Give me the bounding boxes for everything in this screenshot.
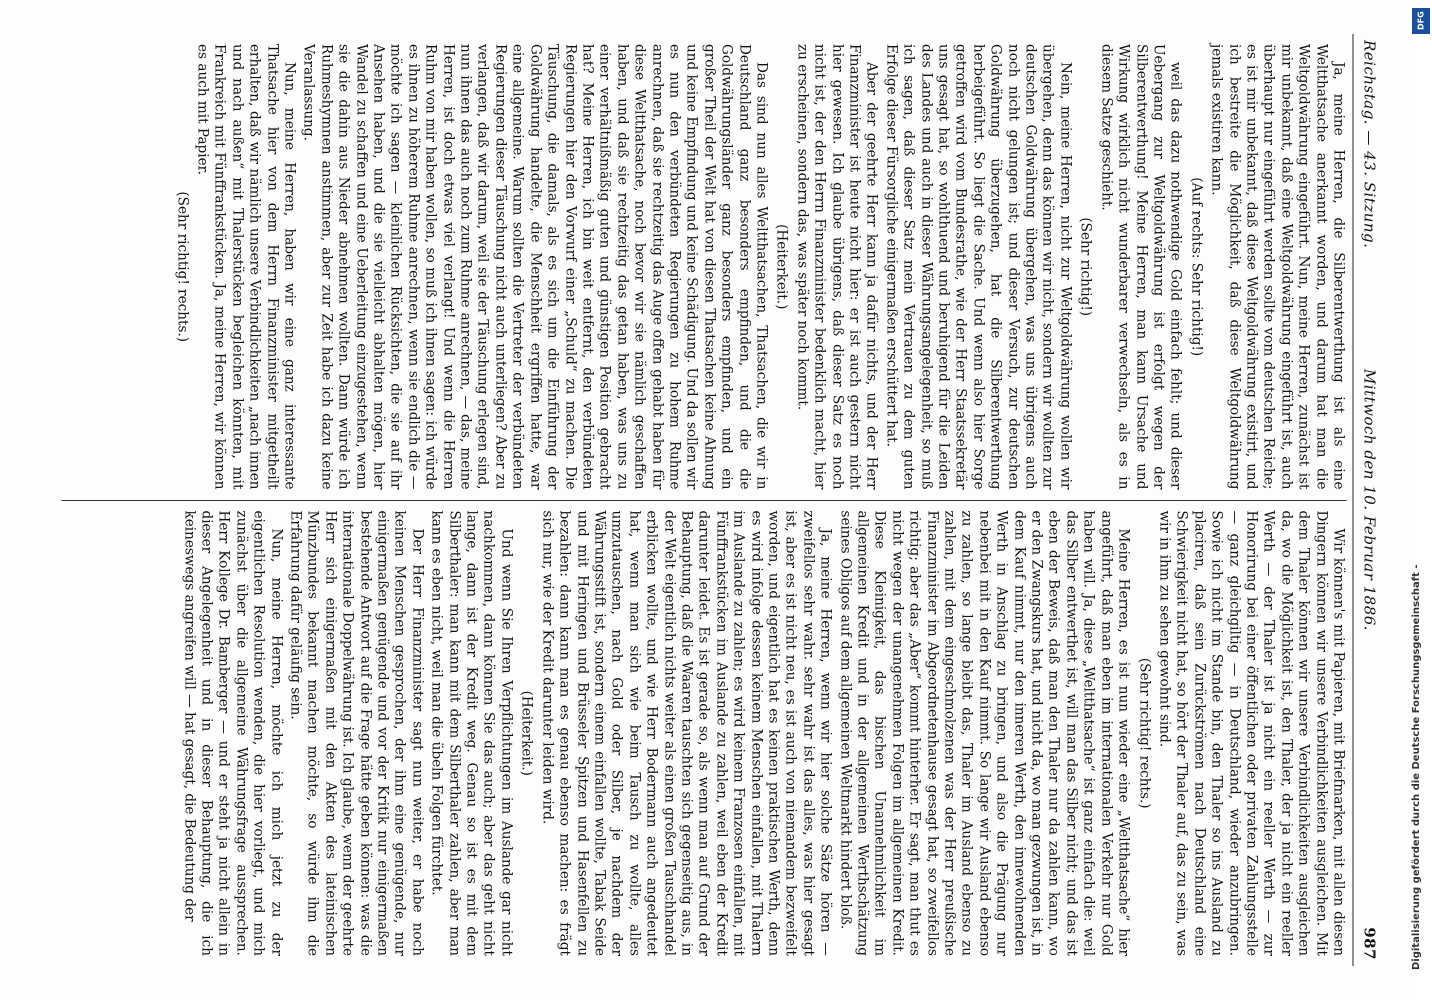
dfg-logo: DFG — [1412, 8, 1430, 34]
paragraph: Das sind nun alles Weltthatsachen, Thatsachen, die wir in Deutschland ganz besonders empfinden, und die die Goldwährungsländer ganz besonders empfinden, und ein großer Theil der Welt hat von diesen Thatsachen keine Ahnung und keine Empfindung und keine Schädigung. Und da sollen wir es nun den verbündeten Regierungen zu hohem Ruhme anrechnen, daß sie rechtzeitig das Auge offen gehabt haben für diese Weltthatsache, noch bevor wir sie nämlich geschaffen haben, und daß sie rechtzeitig das getan haben, was uns zu einer verhältnißmäßig guten und günstigen Position gebracht hat? Meine Herren, ich bin weit entfernt, den verbündeten Regierungen hier den Vorwurf einer „Schuld“ zu machen. Die Täuschung, die damals, als es sich um die Einführung der Goldwährung handelte, die Menschheit ergriffen hatte, war eine allgemeine. Warum sollten die Vertreter der verbündeten Regierungen dieser Täuschung nicht auch unterliegen? Aber zu verlangen, daß wir darum, weil sie der Täuschung erlegen sind, nun ihnen das auch noch zum Ruhme anrechnen, — das, meine Herren, ist doch etwas viel verlangt! Und wenn die Herren Ruhm von mir haben wollen, so muß ich ihnen sagen: ich würde es ihnen zu höherem Ruhme anrechnen, wenn sie endlich die — möchte ich sagen — kleinlichen Rücksichten, die sie auf ihr Ansehen haben, und die sie vielleicht abhalten mögen, hier Wandel zu schaffen und eine Ueberleitung einzugestehen, wenn sie die dahin aus Nieder abnehmen wollten. Dann würde ich Ruhmeshymnen anstimmen, aber zur Zeit habe ich dazu keine Veranlassung. — [300, 44, 770, 490]
paragraph: Und wenn Sie Ihren Verpflichtungen im Auslande gar nicht nachkommen, dann können Sie das auch; aber das geht nicht lange, dann ist der Kredit weg. Genau so ist es mit dem Silberthaler: man kann mit dem Silberthaler zahlen, aber man kann es eben nicht, weil man die übeln Folgen fürchtet. — [428, 510, 515, 956]
header-date: Mittwoch den 10. Februar 1886. — [1360, 368, 1379, 632]
paragraph: Ja, meine Herren, die Silberentwerthung ist als eine Weltthatsache anerkannt worden, und darum hat man die Weltgoldwährung eingeführt. Nun, meine Herren, zunächst ist mir unbekannt, daß eine Weltgoldwährung eingeführt ist, auch überhaupt nur eingeführt werden sollte vom deutschen Reiche; es ist mir unbekannt, daß diese Weltgoldwährung existirt, und ich bestreite die Möglichkeit, daß diese Weltgoldwährung jemals existiren kann. — [1208, 44, 1347, 490]
right-column — [62, 500, 1347, 967]
digitization-note: Digitalisierung gefördert durch die Deutsche Forschungsgemeinschaft - — [1411, 564, 1422, 970]
interjection: (Sehr richtig! rechts.) — [174, 191, 191, 343]
paragraph: Nun, meine Herren, haben wir eine ganz interessante Thatsache hier von dem Herrn Finanzminister mitgetheilt erhalten, daß wir nämlich unsere Verbindlichkeiten „nach innen und nach außen“ mit Thalerstücken begleichen könnten, mit Frankreich mit Fünffrankstücken. Ja, meine Herren, wir können es auch mit Papier. — [194, 44, 298, 490]
interjection: (Heiterkeit.) — [773, 224, 790, 310]
interjection: (Sehr richtig!) — [1077, 217, 1094, 317]
paragraph: Meine Herren, es ist nun wieder eine „Weltthatsache“ hier angeführt, daß man eben im internationalen Verkehr nur Gold haben will. Ja, diese „Weltthatsache“ ist ganz einfach die: weil das Silber entwerthet ist, will man das Silber nicht; und das ist eben der Beweis, daß man den Thaler nur da zahlen kann, wo er den Zwangskurs hat, und nicht da, wo man gezwungen ist, in dem Kauf nimmt, nur den inneren Werth, den innewohnenden Werth in Anschlag zu bringen, und also die Prägung nur nebenbei mit in den Kauf nimmt. So lange wir Ausland ebenso zu zahlen, so lange bleibt das, Thaler im Ausland ebenso zu zahlen, mit dem eingeschmolzenen was der Herr preußische Finanzminister im Abgeordnetenhause gesagt hat, so zweifellos richtig; aber das „Aber“ kommt hinterher. Er sagt, man thut es nicht wegen der unangenehmen Folgen im allgemeinen Kredit. Diese Kleinigkeit, das bischen Unannehmlichkeit im allgemeinen Kredit und in der allgemeinen Werthschätzung seines Obligos auf dem allgemeinen Weltmarkt hindert bloß. — [837, 510, 1132, 956]
interjection: (Auf rechts: Sehr richtig!) — [1188, 177, 1205, 357]
paragraph: Aber der geehrte Herr kann ja dafür nichts, und der Herr Finanzminister ist heute nicht hier: er ist auch gestern nicht hier gewesen. Ich glaube übrigens, daß dieser Satz es noch nicht ist, der den Herrn Finanzminister bedenklich macht, hier zu erscheinen, sondern das, was später noch kommt. — [794, 44, 880, 490]
page-number: 987 — [1360, 927, 1379, 960]
rotated-document-page — [43, 20, 1388, 980]
paragraph: weil das dazu nothwendige Gold einfach fehlt; und dieser Uebergang zur Weltgoldwährung ist erfolgt wegen der Silberentwerthung! Meine Herren, man kann Ursache und Wirkung wirklich nicht wunderbarer verwechseln, als es in diesem Satze geschieht. — [1098, 44, 1184, 490]
page-header — [1353, 34, 1380, 966]
digitization-strip — [1410, 0, 1432, 1000]
paragraph: Wir können's mit Papieren, mit Briefmarken, mit allen diesen Dingern können wir unsere Verbindlichkeiten ausgleichen. Mit dem Thaler können wir unsere Verbindlichkeiten ausgleichen da, wo die Möglichkeit ist, den Thaler, der ja nicht ein reeller Werth — der Thaler ist ja nicht ein reeller Werth — zur Honorirung bei einer öffentlichen oder privaten Zahlungsstelle — ganz gleichgiltig — in Deutschland, wieder anzubringen. Sowie ich nicht im Stande bin, den Thaler so ins Ausland zu placiren, daß sein Zurückströmen nach Deutschland eine Schwierigkeit nicht hat, so hört der Thaler auf, das zu sein, was wir in ihm zu sehen gewohnt sind. — [1156, 510, 1347, 956]
paragraph: Ja, meine Herren, wenn wir hier solche Sätze hören — zweifellos sehr wahr. sehr wahr ist das alles, was hier gesagt ist, aber es ist nicht neu, es ist auch von niemandem bezweifelt worden, und eigentlich hat es keinen praktischen Werth, denn es wird infolge dessen keinem Menschen einfallen, mit Thalern im Auslande zu zahlen; es wird keinem Franzosen einfallen, mit Fünffrankstücken im Auslande zu zahlen, weil eben der Kredit darunter leidet. Es ist gerade so, als wenn man auf Grund der Behauptung, daß die Waaren tauschten sich gegenseitig aus, in der Welt eigentlich nichts weiter als einen großen Tauschhandel erblicken wollte, und wie Herr Bodermann auch angedeutet hat, wenn man sich wie beim Tausch zu wollte, alles umzutauschen, nach Gold oder Silber, je nachdem der Währungsstift ist, sondern einem einfallen wollte, Tabak Seide und mit Heringen und Brüsseler Spitzen und Hasenfellen zu bezahlen: dann kann man es genau ebenso machen: es frägt sich nur, wie der Kredit darunter leiden wird. — [539, 510, 834, 956]
interjection: (Sehr richtig! rechts.) — [1136, 657, 1153, 809]
header-session: Reichstag. — 43. Sitzung. — [1360, 40, 1379, 249]
paragraph: Nein, meine Herren, nicht zur Weltgoldwährung wollen wir übergehen, denn das können wir nicht, sondern wir wollten zur deutschen Goldwährung übergehen, was uns übrigens auch noch nicht gelungen ist; und dieser Versuch, zur deutschen Goldwährung überzugehen, hat die Silberentwerthung herbeigeführt. So liegt die Sache. Und wenn also hier Sorge getroffen wird vom Bundesrathe, wie der Herr Staatssekretär uns gesagt hat, so wohlthuend und beruhigend für die Leiden des Landes und auch in dieser Währungsangelegenheit, so muß ich sagen, daß dieser Satz mein Vertrauen zu dem guten Erfolge dieser Fürsorgliche einigermaßen erschüttert hat. — [883, 44, 1074, 490]
paragraph: Nun, meine Herren, möchte ich mich jetzt zu der eigentlichen Resolution wenden, die hier vorliegt, und mich zunächst über die allgemeine Währungsfrage aussprechen. Herr Kollege Dr. Bamberger — und er steht ja nicht allein in dieser Angelegenheit und in dieser Behauptung, die ich keineswegs angreifen will — hat gesagt, die Bedeutung der — [181, 510, 285, 956]
paragraph: Der Herr Finanzminister sagt nun weiter, er habe noch keinen Menschen gesprochen, der ihm eine genügende, nur einigermaßen genügende und vor der Kritik nur einigermaßen bestehende Antwort auf die Frage hätte geben können: was die internationale Doppelwährung ist. Ich glaube, wenn der geehrte Herr sich einigermaßen mit den Akten des lateinischen Münzbundes bekannt machen möchte, so würde ihm die Erfahrung dafür geläufig sein. — [287, 510, 426, 956]
left-column — [62, 34, 1347, 500]
text-columns — [62, 34, 1347, 966]
interjection: (Heiterkeit.) — [518, 690, 535, 776]
